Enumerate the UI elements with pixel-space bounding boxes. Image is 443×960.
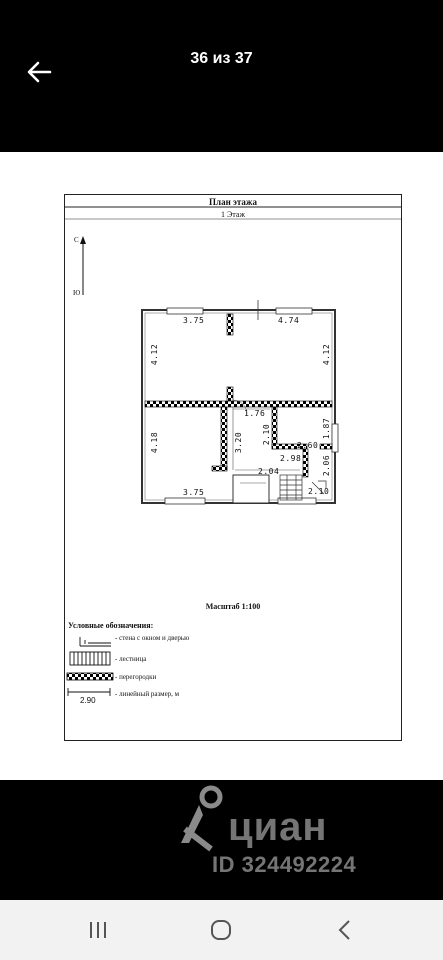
dim-hall-v: 2.10 (262, 423, 272, 446)
dim-left-bottom: 4.18 (150, 431, 160, 454)
dim-bottom-left: 3.75 (183, 488, 205, 497)
plan-scale: Масштаб 1:100 (205, 602, 261, 611)
floor-plan-image[interactable] (0, 152, 443, 780)
floor-plan-drawing (0, 152, 443, 780)
dim-bath-w: 2.60 (297, 441, 319, 450)
compass-south: Ю (73, 289, 81, 297)
floor-label: 1 Этаж (221, 210, 245, 219)
cian-logo-icon (175, 785, 227, 860)
dim-right-top: 4.12 (322, 343, 332, 366)
legend-item-dimension: - линейный размер, м (115, 690, 180, 698)
dim-top-right: 4.74 (278, 316, 300, 325)
compass-north: С (74, 236, 79, 244)
legend-item-partitions: - перегородки (115, 673, 157, 681)
legend-item-stairs: - лестница (115, 655, 147, 663)
home-icon[interactable] (209, 918, 233, 942)
dim-bath-h: 2.98 (280, 454, 302, 463)
recent-apps-icon[interactable] (86, 918, 110, 942)
dim-porch: 2.04 (258, 467, 280, 476)
back-nav-icon[interactable] (333, 918, 357, 942)
dim-stair-w: 2.10 (308, 487, 330, 496)
dim-stair-v: 2.06 (322, 454, 332, 477)
watermark-id: ID 324492224 (212, 852, 357, 877)
dim-left-top: 4.12 (150, 343, 160, 366)
dim-right-mid: 1.87 (322, 417, 332, 440)
legend-title: Условные обозначения: (68, 621, 154, 630)
photo-counter: 36 из 37 (190, 50, 253, 67)
legend-item-wall: - стена с окном и дверью (115, 634, 190, 642)
dim-top-left: 3.75 (183, 316, 205, 325)
dim-center-h: 1.76 (244, 409, 266, 418)
plan-title: План этажа (209, 197, 257, 207)
watermark-word: циан (228, 805, 328, 849)
dim-center-v: 3.20 (234, 431, 244, 454)
top-bar (0, 0, 443, 152)
legend-sample-dimension: 2.90 (80, 696, 96, 705)
